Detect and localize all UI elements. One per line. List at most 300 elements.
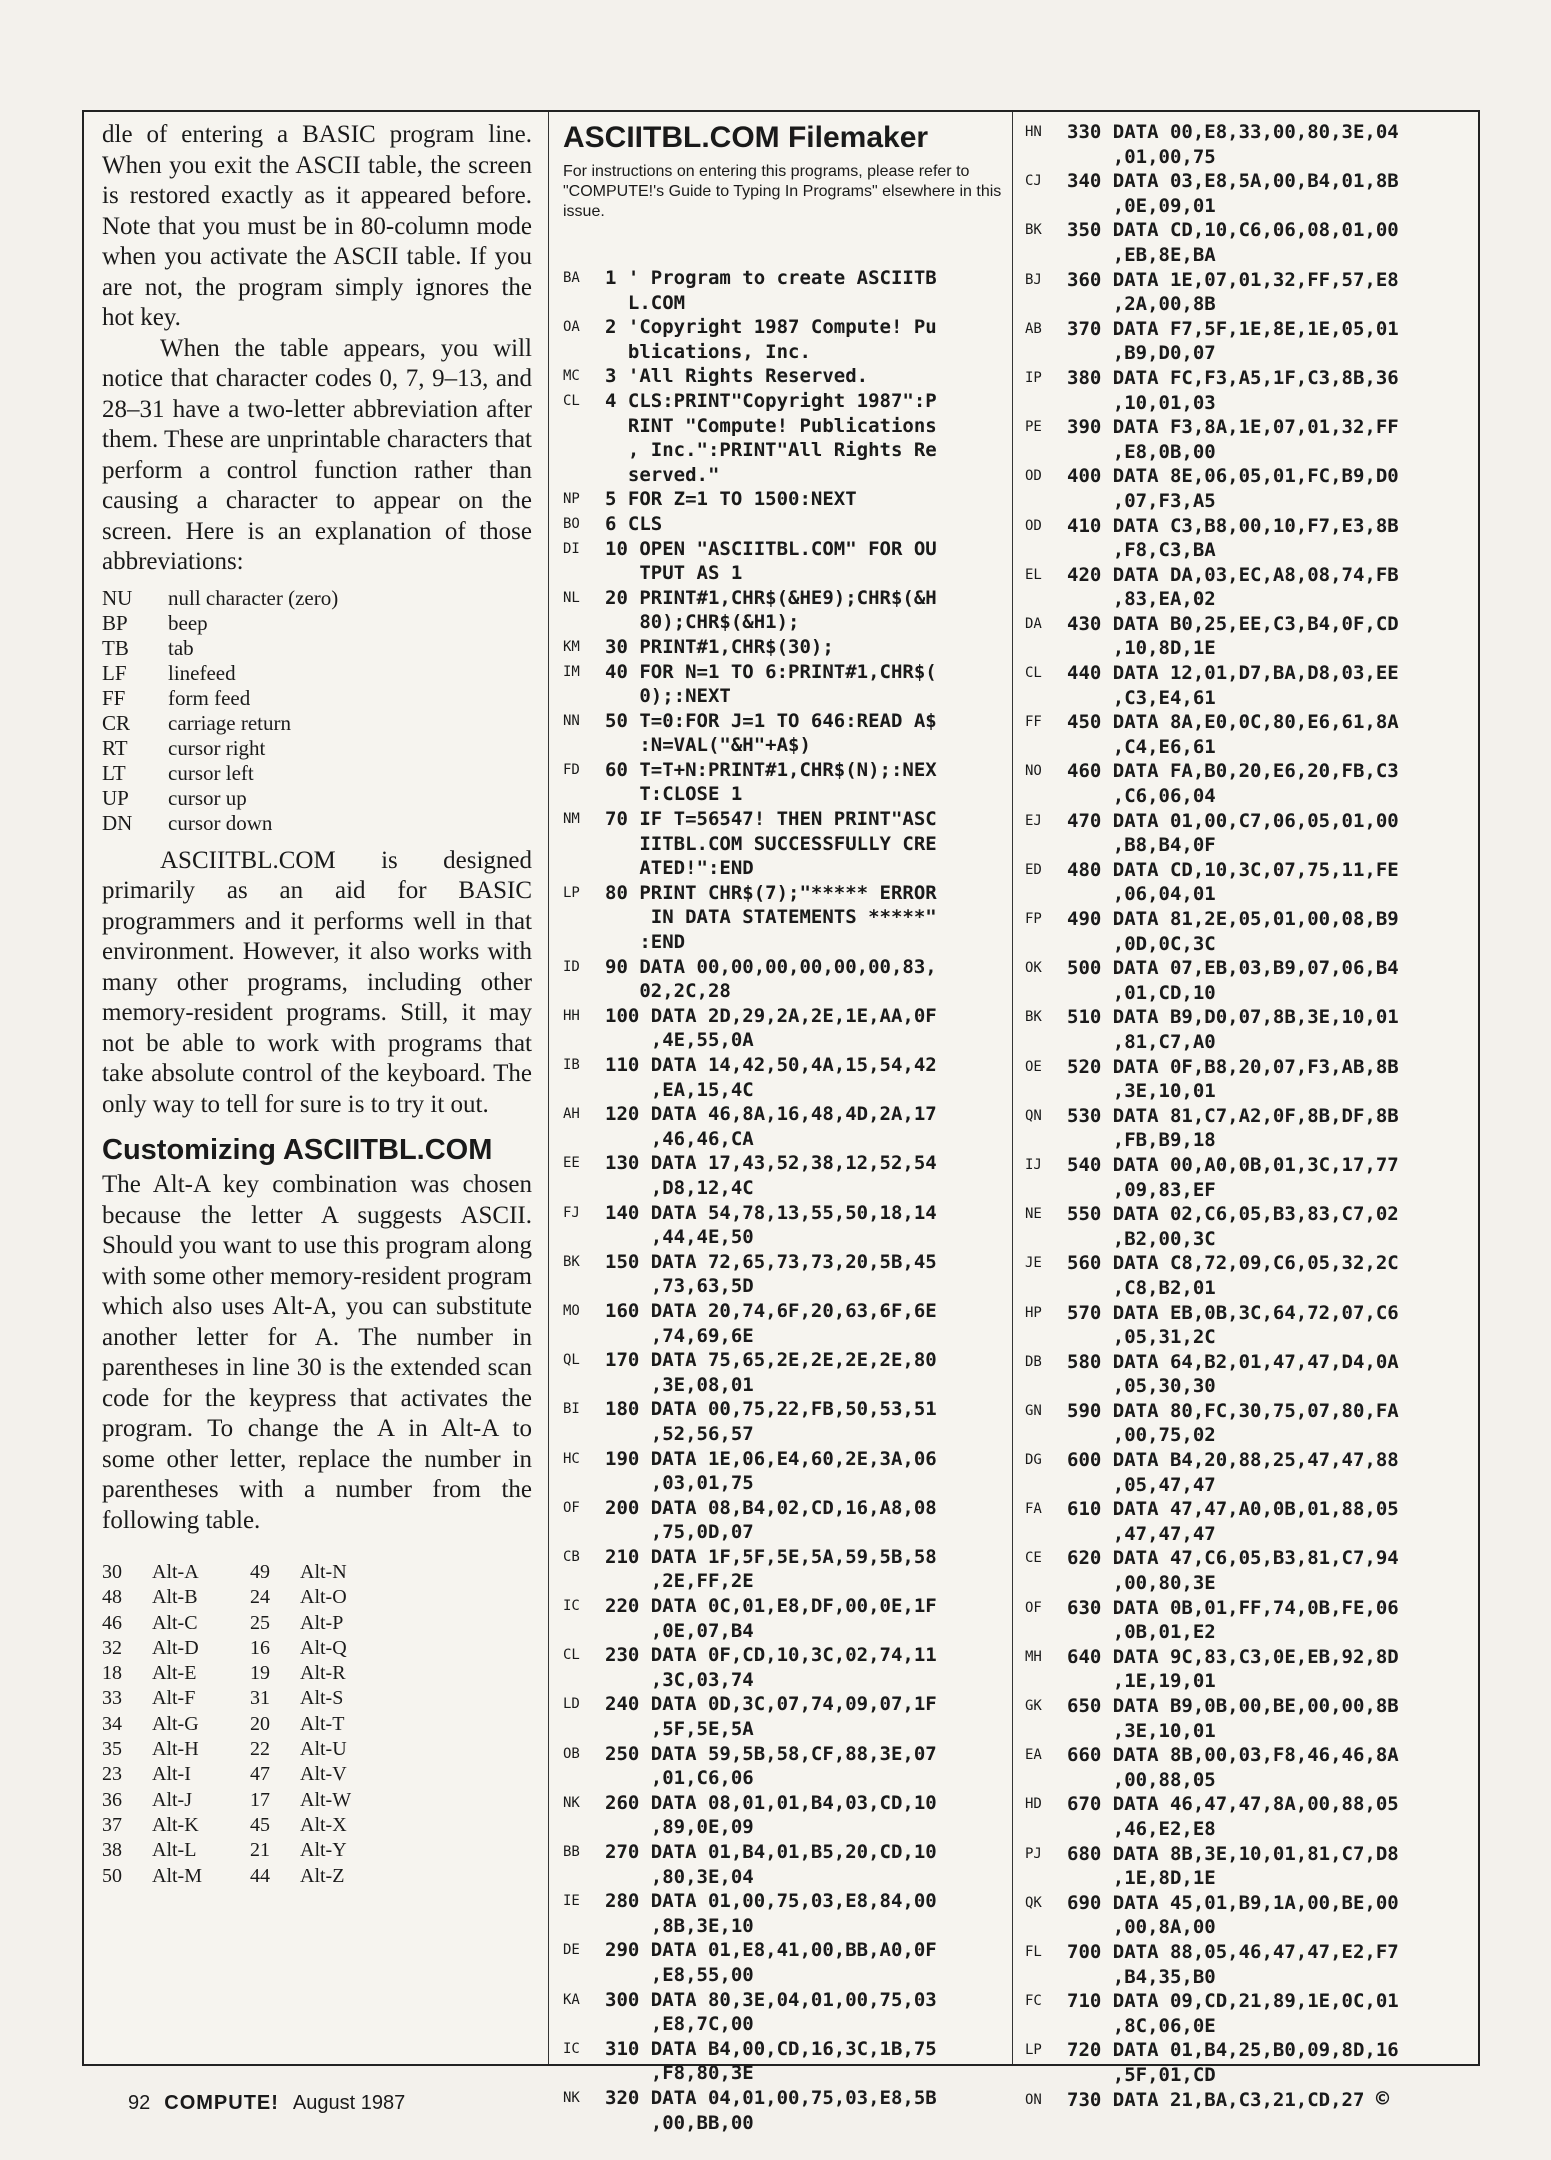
code-line: [563, 1250, 1003, 1275]
code-line: [563, 1447, 1003, 1472]
abbreviation-row: [102, 786, 532, 811]
code-text: ,F8,80,3E: [605, 2062, 754, 2085]
code-line: [563, 1815, 1003, 1840]
abbreviation-row: [102, 586, 532, 611]
code-text: 0);:NEXT: [605, 685, 731, 708]
checksum: HP: [1025, 1304, 1042, 1321]
code-text: 5 FOR Z=1 TO 1500:NEXT: [605, 488, 857, 511]
code-text: ,05,30,30: [1067, 1375, 1216, 1398]
code-line: [563, 2111, 1003, 2136]
scan-code-row: [102, 1712, 532, 1737]
checksum: FP: [1025, 911, 1042, 927]
checksum: OF: [563, 1499, 580, 1516]
checksum: [563, 1569, 605, 1594]
page-footer: [128, 2092, 405, 2115]
code-text: ,C6,06,04: [1067, 785, 1216, 808]
code-line: [1025, 1251, 1465, 1276]
code-text: ,8C,06,0E: [1067, 2014, 1216, 2037]
code-line: [563, 537, 1003, 562]
key-name: Alt-K: [152, 1813, 199, 1836]
scan-code-row: [102, 1864, 532, 1889]
checksum: [563, 733, 605, 758]
code-text: ,06,04,01: [1067, 883, 1216, 906]
code-text: 200 DATA 08,B4,02,CD,16,A8,08: [605, 1496, 937, 1519]
code-line: [563, 782, 1003, 807]
code-text: 80);CHR$(&H1);: [605, 611, 800, 634]
checksum: CE: [1025, 1550, 1042, 1567]
checksum: [1025, 1178, 1067, 1203]
checksum: [1025, 2014, 1067, 2039]
code-line: [1025, 1227, 1465, 1252]
code-line: [1025, 1522, 1465, 1547]
code-line: [563, 610, 1003, 635]
checksum: IJ: [1025, 1156, 1042, 1173]
scan-code: 47: [250, 1763, 270, 1786]
code-text: ,44,4E,50: [605, 1226, 754, 1249]
key-name: Alt-P: [300, 1611, 344, 1634]
key-name: Alt-Z: [300, 1864, 345, 1887]
key-name: Alt-R: [300, 1662, 346, 1685]
code-text: ,0D,0C,3C: [1067, 932, 1216, 955]
code-text: ,0E,07,B4: [605, 1619, 754, 1642]
code-text: 110 DATA 14,42,50,4A,15,54,42: [605, 1054, 937, 1076]
code-line: [1025, 809, 1465, 834]
code-text: 690 DATA 45,01,B9,1A,00,BE,00: [1067, 1891, 1399, 1914]
code-text: 80 PRINT CHR$(7);"***** ERROR: [605, 881, 937, 904]
key-name: Alt-L: [152, 1839, 197, 1862]
code-line: [1025, 1620, 1465, 1645]
abbreviation-code: RT: [102, 735, 128, 760]
checksum: [563, 291, 605, 316]
key-name: Alt-Y: [300, 1839, 347, 1862]
code-text: 420 DATA DA,03,EC,A8,08,74,FB: [1067, 563, 1399, 586]
code-text: 410 DATA C3,B8,00,10,F7,E3,8B: [1067, 514, 1399, 537]
code-line: [1025, 932, 1465, 957]
code-text: 40 FOR N=1 TO 6:PRINT#1,CHR$(: [605, 660, 937, 683]
checksum: NK: [563, 2089, 580, 2106]
code-text: ,03,01,75: [605, 1472, 754, 1495]
code-line: [1025, 1817, 1465, 1842]
code-line: [1025, 415, 1465, 440]
checksum: HN: [1025, 124, 1042, 140]
code-text: 230 DATA 0F,CD,10,3C,02,74,11: [605, 1644, 937, 1667]
checksum: AH: [563, 1106, 580, 1123]
checksum: IC: [563, 1598, 580, 1615]
code-line: [563, 1766, 1003, 1791]
code-text: IN DATA STATEMENTS *****": [605, 906, 937, 929]
code-line: [1025, 833, 1465, 858]
code-text: 400 DATA 8E,06,05,01,FC,B9,D0: [1067, 465, 1399, 488]
code-text: 02,2C,28: [605, 980, 731, 1003]
code-line: [1025, 1030, 1465, 1055]
checksum: [563, 1225, 605, 1250]
code-text: ,0E,09,01: [1067, 194, 1216, 217]
checksum: LP: [1025, 2042, 1042, 2059]
code-text: ,2E,FF,2E: [605, 1570, 754, 1593]
checksum: [1025, 1030, 1067, 1055]
checksum: [563, 1078, 605, 1103]
checksum: [563, 832, 605, 857]
checksum: OA: [563, 319, 580, 336]
code-text: 710 DATA 09,CD,21,89,1E,0C,01: [1067, 1990, 1399, 2013]
code-line: [563, 881, 1003, 906]
scan-code: 30: [102, 1561, 122, 1583]
code-text: ,D8,12,4C: [605, 1176, 754, 1199]
code-text: ,75,0D,07: [605, 1521, 754, 1544]
code-line: [1025, 366, 1465, 391]
checksum: [563, 463, 605, 488]
code-text: 590 DATA 80,FC,30,75,07,80,FA: [1067, 1399, 1399, 1422]
checksum: QL: [563, 1352, 580, 1369]
abbreviation-meaning: carriage return: [168, 710, 291, 735]
code-text: 4 CLS:PRINT"Copyright 1987":P: [605, 389, 937, 412]
key-name: Alt-O: [300, 1586, 347, 1609]
code-line: [563, 1078, 1003, 1103]
code-line: [563, 1397, 1003, 1422]
checksum: [563, 1815, 605, 1840]
code-line: [563, 635, 1003, 660]
code-text: 680 DATA 8B,3E,10,01,81,C7,D8: [1067, 1842, 1399, 1865]
checksum: [563, 979, 605, 1004]
code-line: [1025, 514, 1465, 539]
code-line: [563, 807, 1003, 832]
checksum: [1025, 1128, 1067, 1153]
code-line: [1025, 1005, 1465, 1030]
checksum: [563, 561, 605, 586]
checksum: [1025, 1571, 1067, 1596]
code-line: [1025, 1301, 1465, 1326]
code-line: [1025, 341, 1465, 366]
code-line: [563, 1889, 1003, 1914]
checksum: [563, 1865, 605, 1890]
checksum: [563, 856, 605, 881]
code-text: ,01,00,75: [1067, 145, 1216, 168]
scan-code-row: [102, 1788, 532, 1813]
code-line: [1025, 1128, 1465, 1153]
checksum: DI: [563, 540, 580, 557]
checksum: [563, 1176, 605, 1201]
checksum: [1025, 391, 1067, 416]
abbreviation-code: LT: [102, 760, 126, 785]
key-name: Alt-G: [152, 1712, 199, 1735]
code-line: [1025, 2014, 1465, 2039]
code-line: [1025, 1596, 1465, 1621]
code-line: [1025, 563, 1465, 588]
code-text: 670 DATA 46,47,47,8A,00,88,05: [1067, 1793, 1399, 1816]
abbreviation-code: UP: [102, 785, 129, 810]
code-text: ,5F,5E,5A: [605, 1718, 754, 1741]
checksum: NL: [563, 589, 580, 606]
checksum: [563, 1619, 605, 1644]
key-name: Alt-S: [300, 1687, 344, 1710]
checksum: [1025, 981, 1067, 1006]
code-text: ,B4,35,B0: [1067, 1965, 1216, 1988]
code-text: 440 DATA 12,01,D7,BA,D8,03,EE: [1067, 662, 1399, 685]
checksum: EL: [1025, 566, 1042, 583]
code-text: ,8B,3E,10: [605, 1914, 754, 1937]
code-text: 210 DATA 1F,5F,5E,5A,59,5B,58: [605, 1545, 937, 1568]
abbreviation-meaning: null character (zero): [168, 585, 339, 610]
checksum: CL: [563, 1647, 580, 1664]
code-text: 550 DATA 02,C6,05,B3,83,C7,02: [1067, 1203, 1399, 1226]
scan-code: 36: [102, 1788, 122, 1811]
checksum: AB: [1025, 320, 1042, 337]
checksum: ON: [1025, 2091, 1042, 2108]
code-text: T:CLOSE 1: [605, 783, 743, 806]
code-line: [1025, 759, 1465, 784]
code-text: 20 PRINT#1,CHR$(&HE9);CHR$(&H: [605, 586, 937, 609]
code-line: [1025, 1792, 1465, 1817]
key-name: Alt-J: [152, 1788, 192, 1811]
code-line: [563, 1569, 1003, 1594]
code-text: ,00,8A,00: [1067, 1916, 1216, 1939]
code-line: [563, 1496, 1003, 1521]
code-text: ,01,C6,06: [605, 1767, 754, 1790]
code-text: ,47,47,47: [1067, 1522, 1216, 1545]
code-text: 260 DATA 08,01,01,B4,03,CD,10: [605, 1791, 937, 1814]
code-text: ,B9,D0,07: [1067, 342, 1216, 365]
abbreviation-code: FF: [102, 685, 126, 710]
code-text: 350 DATA CD,10,C6,06,08,01,00: [1067, 219, 1399, 242]
code-line: [563, 1619, 1003, 1644]
code-text: ,05,47,47: [1067, 1473, 1216, 1496]
code-text: 300 DATA 80,3E,04,01,00,75,03: [605, 1988, 937, 2011]
code-text: 330 DATA 00,E8,33,00,80,3E,04: [1067, 121, 1399, 143]
code-text: ,73,63,5D: [605, 1275, 754, 1298]
scan-code-row: [102, 1585, 532, 1610]
checksum: [1025, 2063, 1067, 2088]
checksum: CJ: [1025, 173, 1042, 190]
checksum: CL: [1025, 665, 1042, 682]
checksum: NN: [563, 712, 580, 729]
code-text: ,5F,01,CD: [1067, 2063, 1216, 2086]
code-line: [563, 463, 1003, 488]
scan-code: 38: [102, 1839, 122, 1862]
code-text: ,46,46,CA: [605, 1127, 754, 1150]
code-text: ,81,C7,A0: [1067, 1030, 1216, 1053]
checksum: [563, 930, 605, 955]
magazine-name: COMPUTE!: [164, 2092, 279, 2114]
code-line: [563, 1742, 1003, 1767]
key-name: Alt-X: [300, 1813, 347, 1836]
checksum: [563, 1274, 605, 1299]
abbreviation-row: [102, 736, 532, 761]
code-line: [1025, 1448, 1465, 1473]
code-text: ,2A,00,8B: [1067, 293, 1216, 316]
abbreviation-meaning: form feed: [168, 685, 251, 710]
code-line: [563, 389, 1003, 414]
code-text: 2 'Copyright 1987 Compute! Pu: [605, 316, 937, 339]
checksum: BK: [1025, 1009, 1042, 1026]
code-line: [563, 1127, 1003, 1152]
code-line: [563, 291, 1003, 316]
program-listing-part-2: [1025, 120, 1465, 2112]
code-line: [1025, 1915, 1465, 1940]
code-text: ,C3,E4,61: [1067, 686, 1216, 709]
code-line: [563, 487, 1003, 512]
code-line: [563, 1471, 1003, 1496]
code-line: [1025, 686, 1465, 711]
checksum: [563, 2061, 605, 2086]
code-text: ,1E,8D,1E: [1067, 1867, 1216, 1890]
checksum: KM: [563, 638, 580, 655]
code-text: 720 DATA 01,B4,25,B0,09,8D,16: [1067, 2039, 1399, 2062]
checksum: [1025, 636, 1067, 661]
code-text: 560 DATA C8,72,09,C6,05,32,2C: [1067, 1252, 1399, 1275]
checksum: ED: [1025, 861, 1042, 878]
abbreviation-code: LF: [102, 660, 127, 685]
code-line: [1025, 1055, 1465, 1080]
code-text: ,1E,19,01: [1067, 1670, 1216, 1693]
code-line: [1025, 1202, 1465, 1227]
checksum: IC: [563, 2040, 580, 2057]
checksum: [1025, 784, 1067, 809]
code-text: 310 DATA B4,00,CD,16,3C,1B,75: [605, 2037, 937, 2060]
checksum: [1025, 1276, 1067, 1301]
checksum: [563, 1471, 605, 1496]
code-line: [1025, 981, 1465, 1006]
code-line: [1025, 1178, 1465, 1203]
checksum: GK: [1025, 1698, 1042, 1714]
code-text: ,E8,55,00: [605, 1963, 754, 1986]
abbreviation-meaning: cursor up: [168, 785, 247, 810]
listing-column-1: [563, 120, 1003, 2135]
checksum: FJ: [563, 1204, 580, 1221]
checksum: [1025, 440, 1067, 465]
code-line: [563, 758, 1003, 783]
code-text: 340 DATA 03,E8,5A,00,B4,01,8B: [1067, 170, 1399, 193]
code-line: [563, 1938, 1003, 1963]
code-line: [1025, 882, 1465, 907]
abbreviation-meaning: cursor right: [168, 735, 266, 760]
checksum: KA: [563, 1991, 580, 2008]
code-text: ,FB,B9,18: [1067, 1129, 1216, 1152]
abbreviation-meaning: linefeed: [168, 660, 236, 685]
abbreviation-code: BP: [102, 610, 128, 635]
checksum: [1025, 735, 1067, 760]
code-line: [1025, 1940, 1465, 1965]
paragraph-2: When the table appears, you will notice that character codes 0, 7, 9–13, and 28–31 have a two-letter abbreviation after them. These are unprintable characters that perform a control function rather than causing a character to appear on the screen. Here is an explanation of those abbreviations:: [102, 334, 532, 575]
scan-code-row: [102, 1686, 532, 1711]
code-text: ,4E,55,0A: [605, 1029, 754, 1052]
code-text: 650 DATA B9,0B,00,BE,00,00,8B: [1067, 1695, 1399, 1717]
code-line: [563, 340, 1003, 365]
code-text: ,00,88,05: [1067, 1768, 1216, 1791]
checksum: NE: [1025, 1206, 1042, 1223]
code-line: [563, 1176, 1003, 1201]
code-text: ,E8,7C,00: [605, 2013, 754, 2036]
checksum: [1025, 1965, 1067, 1990]
checksum: BK: [1025, 222, 1042, 239]
scan-code: 23: [102, 1763, 122, 1786]
code-line: [1025, 489, 1465, 514]
scan-code: 34: [102, 1712, 122, 1735]
code-line: [1025, 907, 1465, 932]
code-text: ,89,0E,09: [605, 1816, 754, 1839]
code-text: ,74,69,6E: [605, 1324, 754, 1347]
checksum: [563, 438, 605, 463]
code-line: [563, 1201, 1003, 1226]
code-text: 320 DATA 04,01,00,75,03,E8,5B: [605, 2086, 937, 2109]
code-line: [1025, 1989, 1465, 2014]
code-line: [1025, 956, 1465, 981]
key-name: Alt-U: [300, 1738, 347, 1761]
abbreviation-code: TB: [102, 635, 129, 660]
code-text: RINT "Compute! Publications: [605, 414, 937, 437]
checksum: EJ: [1025, 812, 1042, 829]
code-text: ,00,75,02: [1067, 1424, 1216, 1447]
checksum: IE: [563, 1893, 580, 1910]
code-text: 90 DATA 00,00,00,00,00,00,83,: [605, 955, 937, 978]
scan-code: 37: [102, 1813, 122, 1836]
code-text: ,10,01,03: [1067, 391, 1216, 414]
code-line: [563, 1692, 1003, 1717]
code-line: [563, 266, 1003, 291]
column-rule-2: [1012, 112, 1013, 2064]
checksum: [1025, 1423, 1067, 1448]
code-text: ,80,3E,04: [605, 1865, 754, 1888]
code-text: served.": [605, 463, 720, 486]
code-line: [563, 905, 1003, 930]
code-text: ,09,83,EF: [1067, 1178, 1216, 1201]
checksum: QK: [1025, 1894, 1042, 1911]
code-text: 430 DATA B0,25,EE,C3,B4,0F,CD: [1067, 612, 1399, 635]
section-subhead: Customizing ASCIITBL.COM: [102, 1134, 493, 1166]
code-text: ,83,EA,02: [1067, 588, 1216, 611]
checksum: HD: [1025, 1796, 1042, 1813]
code-line: [1025, 1694, 1465, 1719]
code-line: [1025, 120, 1465, 145]
checksum: [1025, 1866, 1067, 1891]
code-line: [563, 856, 1003, 881]
scan-code-row: [102, 1560, 532, 1585]
code-line: [563, 1545, 1003, 1570]
abbreviation-row: [102, 711, 532, 736]
scan-code-row: [102, 1737, 532, 1762]
code-text: 480 DATA CD,10,3C,07,75,11,FE: [1067, 858, 1399, 881]
code-line: [1025, 1423, 1465, 1448]
code-text: ,F8,C3,BA: [1067, 539, 1216, 562]
code-line: [1025, 1325, 1465, 1350]
code-text: 150 DATA 72,65,73,73,20,5B,45: [605, 1250, 937, 1273]
code-text: ,05,31,2C: [1067, 1326, 1216, 1349]
checksum: [1025, 292, 1067, 317]
checksum: [1025, 1915, 1067, 1940]
code-line: [563, 1963, 1003, 1988]
code-text: ,07,F3,A5: [1067, 489, 1216, 512]
checksum: NP: [563, 491, 580, 508]
paragraph-1: dle of entering a BASIC program line. When you exit the ASCII table, the screen is restored exactly as it appeared before. Note that you must be in 80-column mode when you activate the ASCII table. If you are not, the program simply ignores the hot key.: [102, 121, 532, 331]
code-text: 510 DATA B9,D0,07,8B,3E,10,01: [1067, 1006, 1399, 1029]
code-text: ,3E,10,01: [1067, 1719, 1216, 1742]
code-text: ,EA,15,4C: [605, 1078, 754, 1101]
code-line: [1025, 1399, 1465, 1424]
checksum: EE: [563, 1155, 580, 1172]
code-line: [1025, 1571, 1465, 1596]
code-line: [563, 512, 1003, 537]
code-text: 280 DATA 01,00,75,03,E8,84,00: [605, 1890, 937, 1913]
code-text: 270 DATA 01,B4,01,B5,20,CD,10: [605, 1841, 937, 1863]
scan-code-row: [102, 1762, 532, 1787]
code-text: ,01,CD,10: [1067, 981, 1216, 1004]
code-line: [1025, 218, 1465, 243]
checksum: NM: [563, 811, 580, 828]
scan-code: 21: [250, 1839, 270, 1862]
abbreviation-code: NU: [102, 585, 133, 610]
code-text: 120 DATA 46,8A,16,48,4D,2A,17: [605, 1103, 937, 1126]
code-text: ,3E,08,01: [605, 1373, 754, 1396]
checksum: [1025, 538, 1067, 563]
